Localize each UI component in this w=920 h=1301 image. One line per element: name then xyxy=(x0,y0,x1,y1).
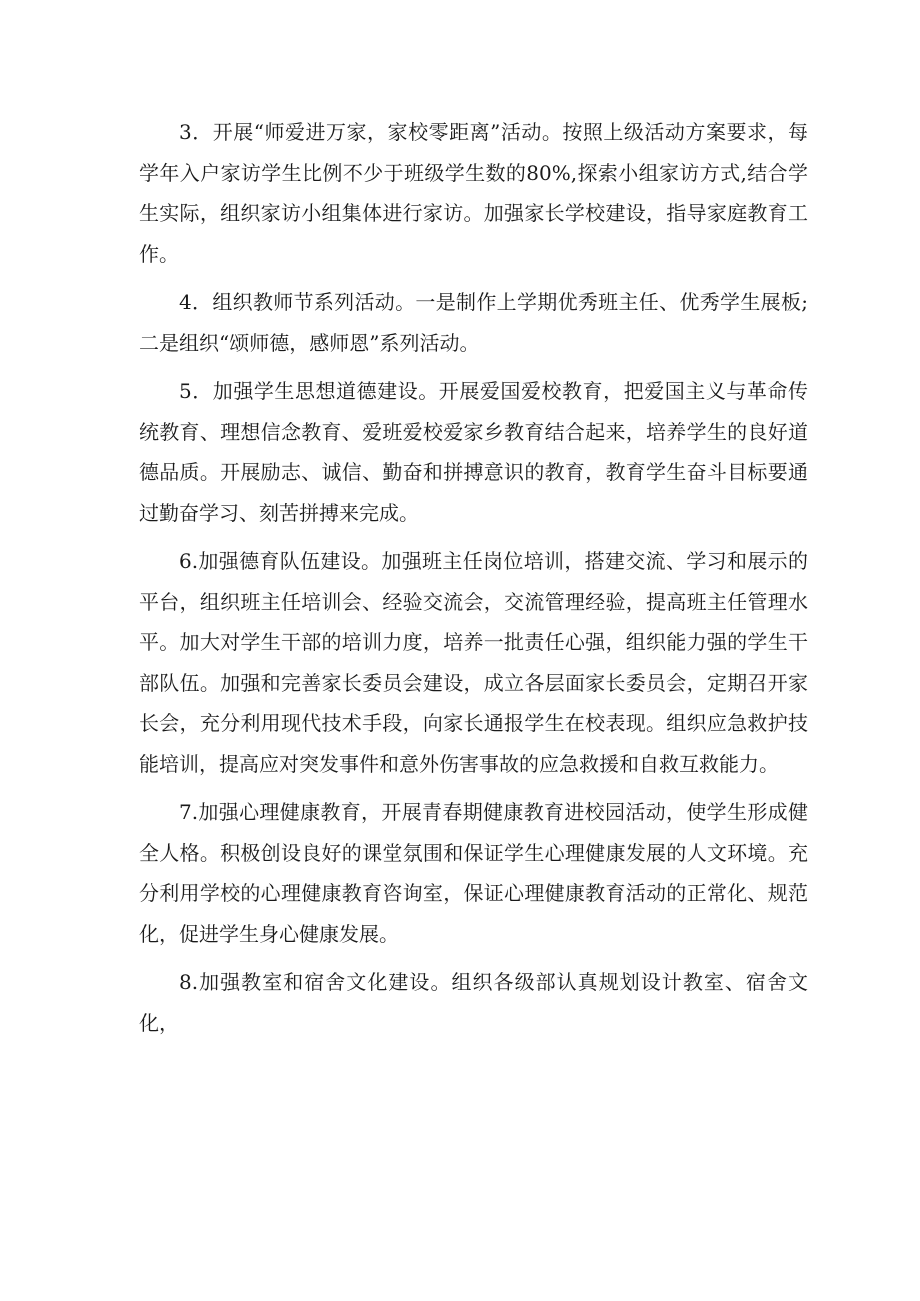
paragraph-item-3: 3．开展“师爱进万家，家校零距离”活动。按照上级活动方案要求，每学年入户家访学生比例不少于班级学生数的80%,探索小组家访方式,结合学生实际，组织家访小组集体进行家访。加强家长学校建设，指导家庭教育工作。 xyxy=(139,120,808,266)
paragraph-item-8: 8.加强教室和宿舍文化建设。组织各级部认真规划设计教室、宿舍文化， xyxy=(139,970,808,1035)
paragraph-item-4: 4．组织教师节系列活动。一是制作上学期优秀班主任、优秀学生展板;二是组织“颂师德，感师恩”系列活动。 xyxy=(139,290,808,355)
paragraph-item-7: 7.加强心理健康教育，开展青春期健康教育进校园活动，使学生形成健全人格。积极创设良好的课堂氛围和保证学生心理健康发展的人文环境。充分利用学校的心理健康教育咨询室，保证心理健康教育活动的正常化、规范化，促进学生身心健康发展。 xyxy=(139,800,808,946)
paragraph-item-5: 5．加强学生思想道德建设。开展爱国爱校教育，把爱国主义与革命传统教育、理想信念教育、爱班爱校爱家乡教育结合起来，培养学生的良好道德品质。开展励志、诚信、勤奋和拼搏意识的教育，教育学生奋斗目标要通过勤奋学习、刻苦拼搏来完成。 xyxy=(139,379,808,525)
paragraph-item-6: 6.加强德育队伍建设。加强班主任岗位培训，搭建交流、学习和展示的平台，组织班主任培训会、经验交流会，交流管理经验，提高班主任管理水平。加大对学生干部的培训力度，培养一批责任心强，组织能力强的学生干部队伍。加强和完善家长委员会建设，成立各层面家长委员会，定期召开家长会，充分利用现代技术手段，向家长通报学生在校表现。组织应急救护技能培训，提高应对突发事件和意外伤害事故的应急救援和自救互救能力。 xyxy=(139,549,808,776)
